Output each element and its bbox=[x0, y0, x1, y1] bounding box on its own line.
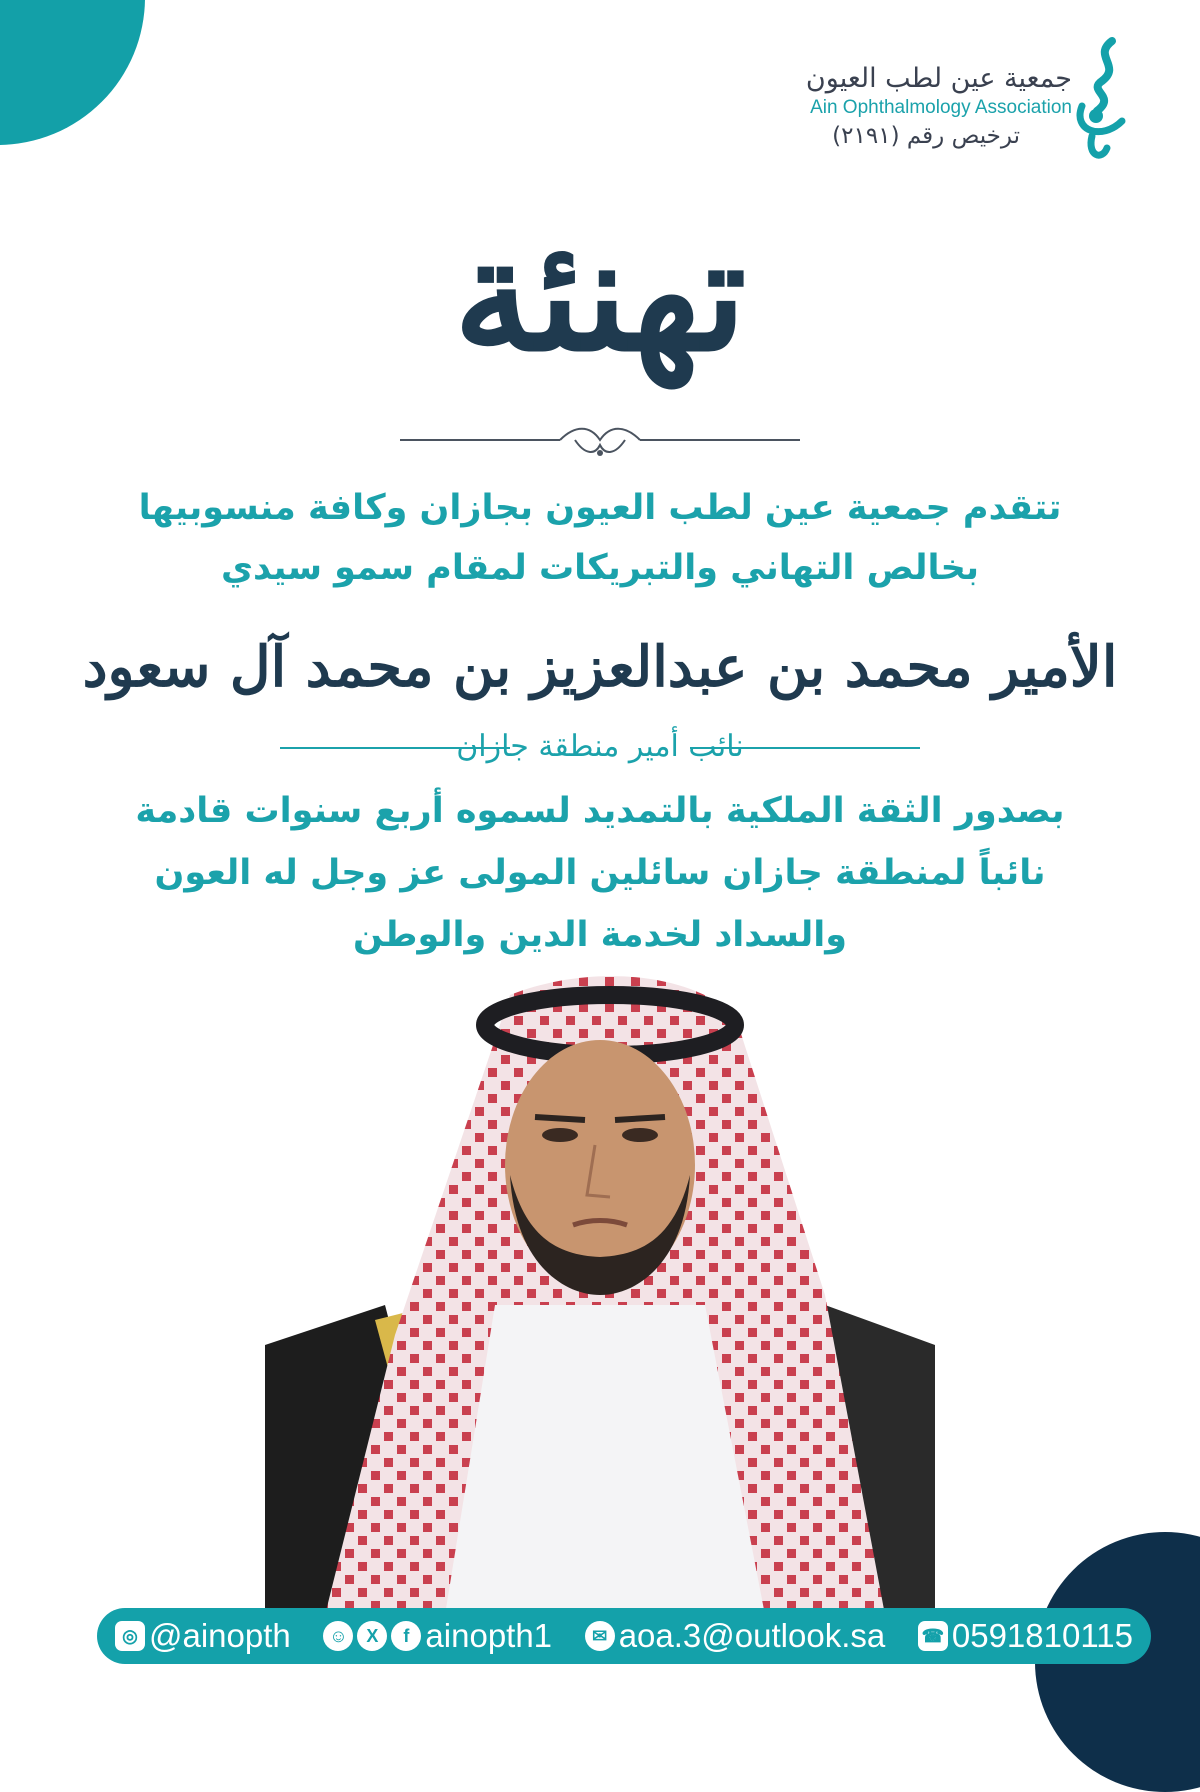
association-logo-text bbox=[592, 62, 1072, 152]
instagram-handle: @ainopth bbox=[149, 1617, 291, 1654]
congratulations-headline: تهنئة bbox=[453, 203, 747, 386]
prince-name: الأمير محمد بن عبدالعزيز بن محمد آل سعود bbox=[82, 634, 1118, 700]
social-handle: ainopth1 bbox=[425, 1617, 553, 1654]
message-line-1: بصدور الثقة الملكية بالتمديد لسموه أربع سنوات قادمة bbox=[135, 791, 1065, 831]
footer-social[interactable] bbox=[323, 1617, 552, 1655]
mail-icon: ✉ bbox=[585, 1621, 615, 1651]
logo-name-english: Ain Ophthalmology Association bbox=[810, 97, 1072, 118]
intro-line-1: تتقدم جمعية عين لطب العيون بجازان وكافة منسوبيها bbox=[138, 488, 1062, 528]
top-left-decoration bbox=[0, 0, 145, 145]
contact-footer bbox=[97, 1608, 1151, 1664]
phone-number: 0591810115 bbox=[951, 1617, 1133, 1654]
footer-email[interactable] bbox=[585, 1617, 886, 1655]
message-line-2: نائباً لمنطقة جازان سائلين المولى عز وجل له العون bbox=[154, 853, 1046, 893]
instagram-icon: ◎ bbox=[115, 1621, 145, 1651]
x-icon: X bbox=[357, 1621, 387, 1651]
association-logo-icon bbox=[1062, 36, 1142, 166]
intro-line-2: بخالص التهاني والتبريكات لمقام سمو سيدي bbox=[220, 548, 980, 588]
intro-paragraph bbox=[60, 478, 1140, 598]
phone-icon: ☎ bbox=[918, 1621, 948, 1651]
title-subtitle: نائب أمير منطقة جازان bbox=[456, 729, 744, 764]
logo-name-arabic: جمعية عين لطب العيون bbox=[805, 63, 1072, 94]
footer-instagram[interactable] bbox=[115, 1617, 291, 1655]
prince-portrait bbox=[265, 975, 935, 1615]
message-line-3: والسداد لخدمة الدين والوطن bbox=[352, 915, 848, 955]
subtitle-row bbox=[280, 722, 920, 772]
email-address: aoa.3@outlook.sa bbox=[618, 1617, 886, 1654]
footer-phone[interactable] bbox=[918, 1617, 1133, 1655]
snapchat-icon: ☺ bbox=[323, 1621, 353, 1651]
ornament-divider bbox=[400, 425, 800, 465]
license-number: ترخيص رقم (٢١٩١) bbox=[832, 123, 1020, 149]
message-paragraph bbox=[60, 780, 1140, 966]
facebook-icon: f bbox=[391, 1621, 421, 1651]
